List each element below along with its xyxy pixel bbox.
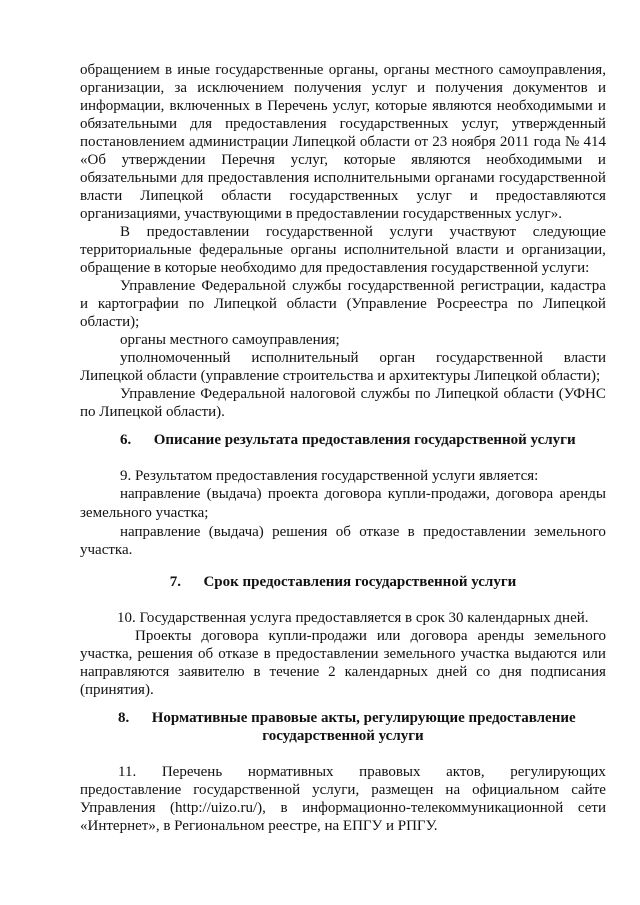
- section-heading: 6. Описание результата предоставления государственной услуги: [120, 432, 576, 448]
- paragraph-line: участка.: [80, 542, 133, 558]
- paragraph-line: организациями, участвующими в предоставлении государственных услуг».: [80, 206, 562, 222]
- paragraph-line: направление (выдача) решения об отказе в предоставлении земельного: [120, 524, 606, 540]
- paragraph-line: и картографии по Липецкой области (Управление Росреестра по Липецкой: [80, 296, 606, 312]
- paragraph-line: обязательными для предоставления исполнительными органами государственной: [80, 170, 606, 186]
- paragraph-line: земельного участка;: [80, 505, 209, 521]
- paragraph-line: обязательными для предоставления государственных услуг, утвержденный: [80, 116, 606, 132]
- paragraph-line: обращением в иные государственные органы, органы местного самоуправления,: [80, 62, 606, 78]
- paragraph-line: власти Липецкой области государственных услуг и предоставляются: [80, 188, 606, 204]
- section-heading: государственной услуги: [262, 728, 424, 744]
- paragraph-line: Управление Федеральной службы государственной регистрации, кадастра: [120, 278, 606, 294]
- paragraph-line: обращение в которые необходимо для предоставления государственной услуги:: [80, 260, 590, 276]
- paragraph-line: 9. Результатом предоставления государственной услуги является:: [120, 468, 539, 484]
- paragraph-line: постановлением администрации Липецкой области от 23 ноября 2011 года № 414: [80, 134, 606, 150]
- paragraph-line: направляются заявителю в течение 2 календарных дней со дня подписания: [80, 664, 606, 680]
- paragraph-line: органы местного самоуправления;: [120, 332, 340, 348]
- paragraph-line: уполномоченный исполнительный орган государственной власти: [120, 350, 606, 366]
- paragraph-line: (принятия).: [80, 682, 154, 698]
- paragraph-line: «Интернет», в Региональном реестре, на ЕПГУ и РПГУ.: [80, 818, 438, 834]
- paragraph-line: территориальные федеральные органы исполнительной власти и организации,: [80, 242, 606, 258]
- paragraph-line: 10. Государственная услуга предоставляется в срок 30 календарных дней.: [117, 610, 589, 626]
- paragraph-line: Липецкой области (управление строительства и архитектуры Липецкой области);: [80, 368, 601, 384]
- paragraph-line: Управления (http://uizo.ru/), в информационно-телекоммуникационной сети: [80, 800, 606, 816]
- paragraph-line: 11. Перечень нормативных правовых актов, регулирующих: [118, 764, 606, 780]
- paragraph-line: информации, включенных в Перечень услуг, которые являются необходимыми и: [80, 98, 606, 114]
- paragraph-line: Проекты договора купли-продажи или договора аренды земельного: [135, 628, 606, 644]
- paragraph-line: Управление Федеральной налоговой службы по Липецкой области (УФНС: [120, 386, 606, 402]
- paragraph-line: предоставление государственной услуги, размещен на официальном сайте: [80, 782, 606, 798]
- paragraph-line: участка, решения об отказе в предоставлении земельного участка выдаются или: [80, 646, 606, 662]
- paragraph-line: направление (выдача) проекта договора купли-продажи, договора аренды: [120, 486, 606, 502]
- paragraph-line: организации, за исключением получения услуг и получения документов и: [80, 80, 606, 96]
- paragraph-line: по Липецкой области).: [80, 404, 225, 420]
- paragraph-line: В предоставлении государственной услуги участвуют следующие: [120, 224, 606, 240]
- paragraph-line: области);: [80, 314, 140, 330]
- section-heading: 7. Срок предоставления государственной услуги: [169, 574, 517, 590]
- section-heading: 8. Нормативные правовые акты, регулирующие предоставление: [118, 710, 576, 726]
- paragraph-line: «Об утверждении Перечня услуг, которые являются необходимыми и: [80, 152, 606, 168]
